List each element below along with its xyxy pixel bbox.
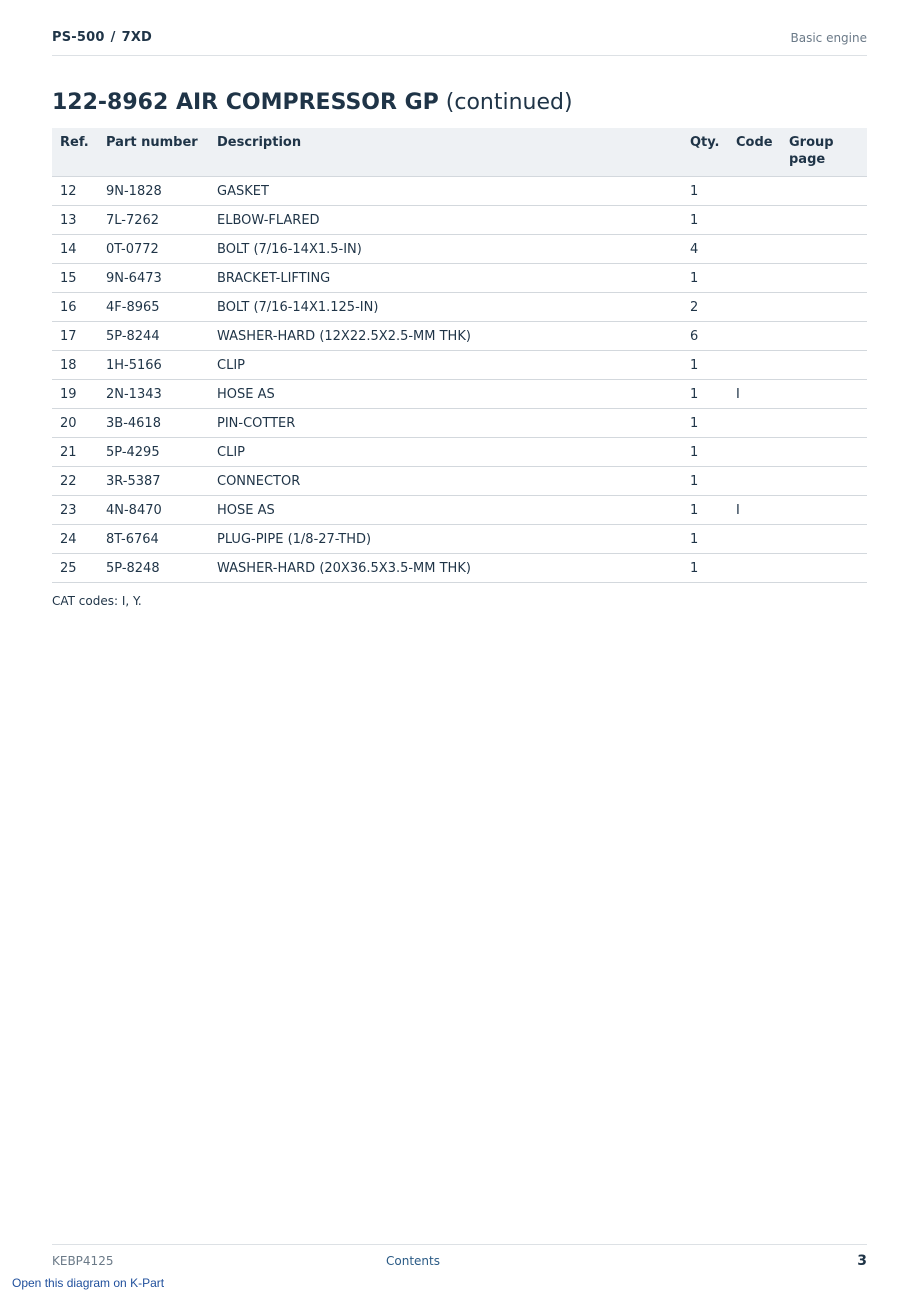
table-row bbox=[52, 554, 867, 583]
row-description: BOLT (7/16-14X1.125-IN) bbox=[209, 293, 682, 322]
row-qty: 1 bbox=[682, 264, 728, 293]
row-qty: 1 bbox=[682, 177, 728, 206]
row-code: I bbox=[728, 380, 781, 409]
column-header-group-page-label: Group page bbox=[789, 135, 834, 167]
row-ref: 15 bbox=[52, 264, 98, 293]
row-qty: 1 bbox=[682, 206, 728, 235]
row-part-number: 5P-4295 bbox=[98, 438, 209, 467]
page-header bbox=[52, 28, 867, 56]
row-qty: 1 bbox=[682, 554, 728, 583]
table-row bbox=[52, 293, 867, 322]
row-description: PLUG-PIPE (1/8-27-THD) bbox=[209, 525, 682, 554]
row-description: CLIP bbox=[209, 351, 682, 380]
row-description: BRACKET-LIFTING bbox=[209, 264, 682, 293]
row-ref: 19 bbox=[52, 380, 98, 409]
table-row bbox=[52, 525, 867, 554]
row-code bbox=[728, 322, 781, 351]
row-description: HOSE AS bbox=[209, 380, 682, 409]
page-title bbox=[52, 90, 573, 115]
table-row bbox=[52, 322, 867, 351]
row-ref: 21 bbox=[52, 438, 98, 467]
row-ref: 13 bbox=[52, 206, 98, 235]
column-header-ref: Ref. bbox=[52, 128, 98, 177]
serial-prefix: 7XD bbox=[121, 30, 153, 45]
table-row bbox=[52, 206, 867, 235]
row-group-page bbox=[781, 235, 867, 264]
row-description: WASHER-HARD (12X22.5X2.5-MM THK) bbox=[209, 322, 682, 351]
column-header-qty bbox=[682, 128, 728, 177]
row-code: I bbox=[728, 496, 781, 525]
row-group-page bbox=[781, 351, 867, 380]
row-code bbox=[728, 438, 781, 467]
row-ref: 14 bbox=[52, 235, 98, 264]
section-name: Basic engine bbox=[790, 31, 867, 45]
row-part-number: 7L-7262 bbox=[98, 206, 209, 235]
row-description: BOLT (7/16-14X1.5-IN) bbox=[209, 235, 682, 264]
parts-page bbox=[52, 0, 867, 1300]
table-row bbox=[52, 235, 867, 264]
row-ref: 17 bbox=[52, 322, 98, 351]
column-header-qty-label: Qty. bbox=[690, 135, 720, 150]
row-ref: 16 bbox=[52, 293, 98, 322]
document-id: KEBP4125 bbox=[52, 1254, 114, 1268]
row-group-page bbox=[781, 322, 867, 351]
row-description: WASHER-HARD (20X36.5X3.5-MM THK) bbox=[209, 554, 682, 583]
row-part-number: 8T-6764 bbox=[98, 525, 209, 554]
row-group-page bbox=[781, 467, 867, 496]
title-continued: (continued) bbox=[445, 90, 573, 115]
table-row bbox=[52, 380, 867, 409]
row-group-page bbox=[781, 264, 867, 293]
model-separator: / bbox=[110, 30, 116, 45]
page-number: 3 bbox=[857, 1253, 867, 1269]
table-row bbox=[52, 177, 867, 206]
row-code bbox=[728, 351, 781, 380]
row-part-number: 4F-8965 bbox=[98, 293, 209, 322]
row-ref: 22 bbox=[52, 467, 98, 496]
table-row bbox=[52, 496, 867, 525]
row-part-number: 1H-5166 bbox=[98, 351, 209, 380]
row-qty: 1 bbox=[682, 496, 728, 525]
table-row bbox=[52, 438, 867, 467]
table-row bbox=[52, 351, 867, 380]
row-qty: 6 bbox=[682, 322, 728, 351]
row-code bbox=[728, 525, 781, 554]
open-diagram-link[interactable]: Open this diagram on K-Part bbox=[12, 1276, 165, 1290]
row-part-number: 3R-5387 bbox=[98, 467, 209, 496]
row-group-page bbox=[781, 177, 867, 206]
row-part-number: 2N-1343 bbox=[98, 380, 209, 409]
table-row bbox=[52, 409, 867, 438]
row-code bbox=[728, 467, 781, 496]
row-description: HOSE AS bbox=[209, 496, 682, 525]
page-footer bbox=[52, 1244, 867, 1275]
row-code bbox=[728, 409, 781, 438]
column-header-code: Code bbox=[728, 128, 781, 177]
model-name: PS-500 bbox=[52, 30, 105, 45]
row-qty: 1 bbox=[682, 438, 728, 467]
row-description: ELBOW-FLARED bbox=[209, 206, 682, 235]
row-part-number: 4N-8470 bbox=[98, 496, 209, 525]
row-part-number: 9N-6473 bbox=[98, 264, 209, 293]
row-part-number: 0T-0772 bbox=[98, 235, 209, 264]
row-ref: 12 bbox=[52, 177, 98, 206]
row-description: PIN-COTTER bbox=[209, 409, 682, 438]
row-group-page bbox=[781, 496, 867, 525]
parts-table-body bbox=[52, 177, 867, 583]
row-group-page bbox=[781, 554, 867, 583]
row-description: CONNECTOR bbox=[209, 467, 682, 496]
row-group-page bbox=[781, 525, 867, 554]
row-group-page bbox=[781, 380, 867, 409]
row-qty: 4 bbox=[682, 235, 728, 264]
row-code bbox=[728, 264, 781, 293]
row-ref: 24 bbox=[52, 525, 98, 554]
row-qty: 1 bbox=[682, 467, 728, 496]
row-part-number: 5P-8244 bbox=[98, 322, 209, 351]
row-ref: 25 bbox=[52, 554, 98, 583]
row-code bbox=[728, 206, 781, 235]
column-header-group-page bbox=[781, 128, 867, 177]
row-part-number: 9N-1828 bbox=[98, 177, 209, 206]
row-code bbox=[728, 293, 781, 322]
table-header-row bbox=[52, 128, 867, 177]
row-qty: 1 bbox=[682, 351, 728, 380]
row-qty: 1 bbox=[682, 409, 728, 438]
parts-table bbox=[52, 128, 867, 583]
column-header-description: Description bbox=[209, 128, 682, 177]
table-row bbox=[52, 467, 867, 496]
row-ref: 20 bbox=[52, 409, 98, 438]
row-qty: 2 bbox=[682, 293, 728, 322]
table-row bbox=[52, 264, 867, 293]
row-ref: 18 bbox=[52, 351, 98, 380]
model-serial bbox=[52, 30, 152, 45]
cat-codes-note: CAT codes: I, Y. bbox=[52, 594, 142, 608]
row-part-number: 5P-8248 bbox=[98, 554, 209, 583]
row-code bbox=[728, 235, 781, 264]
row-part-number: 3B-4618 bbox=[98, 409, 209, 438]
row-group-page bbox=[781, 409, 867, 438]
row-code bbox=[728, 554, 781, 583]
row-group-page bbox=[781, 293, 867, 322]
group-title: 122-8962 AIR COMPRESSOR GP bbox=[52, 90, 439, 115]
contents-link[interactable]: Contents bbox=[386, 1254, 440, 1268]
row-group-page bbox=[781, 206, 867, 235]
row-ref: 23 bbox=[52, 496, 98, 525]
row-code bbox=[728, 177, 781, 206]
row-qty: 1 bbox=[682, 380, 728, 409]
row-group-page bbox=[781, 438, 867, 467]
column-header-part-number: Part number bbox=[98, 128, 209, 177]
row-qty: 1 bbox=[682, 525, 728, 554]
row-description: GASKET bbox=[209, 177, 682, 206]
row-description: CLIP bbox=[209, 438, 682, 467]
